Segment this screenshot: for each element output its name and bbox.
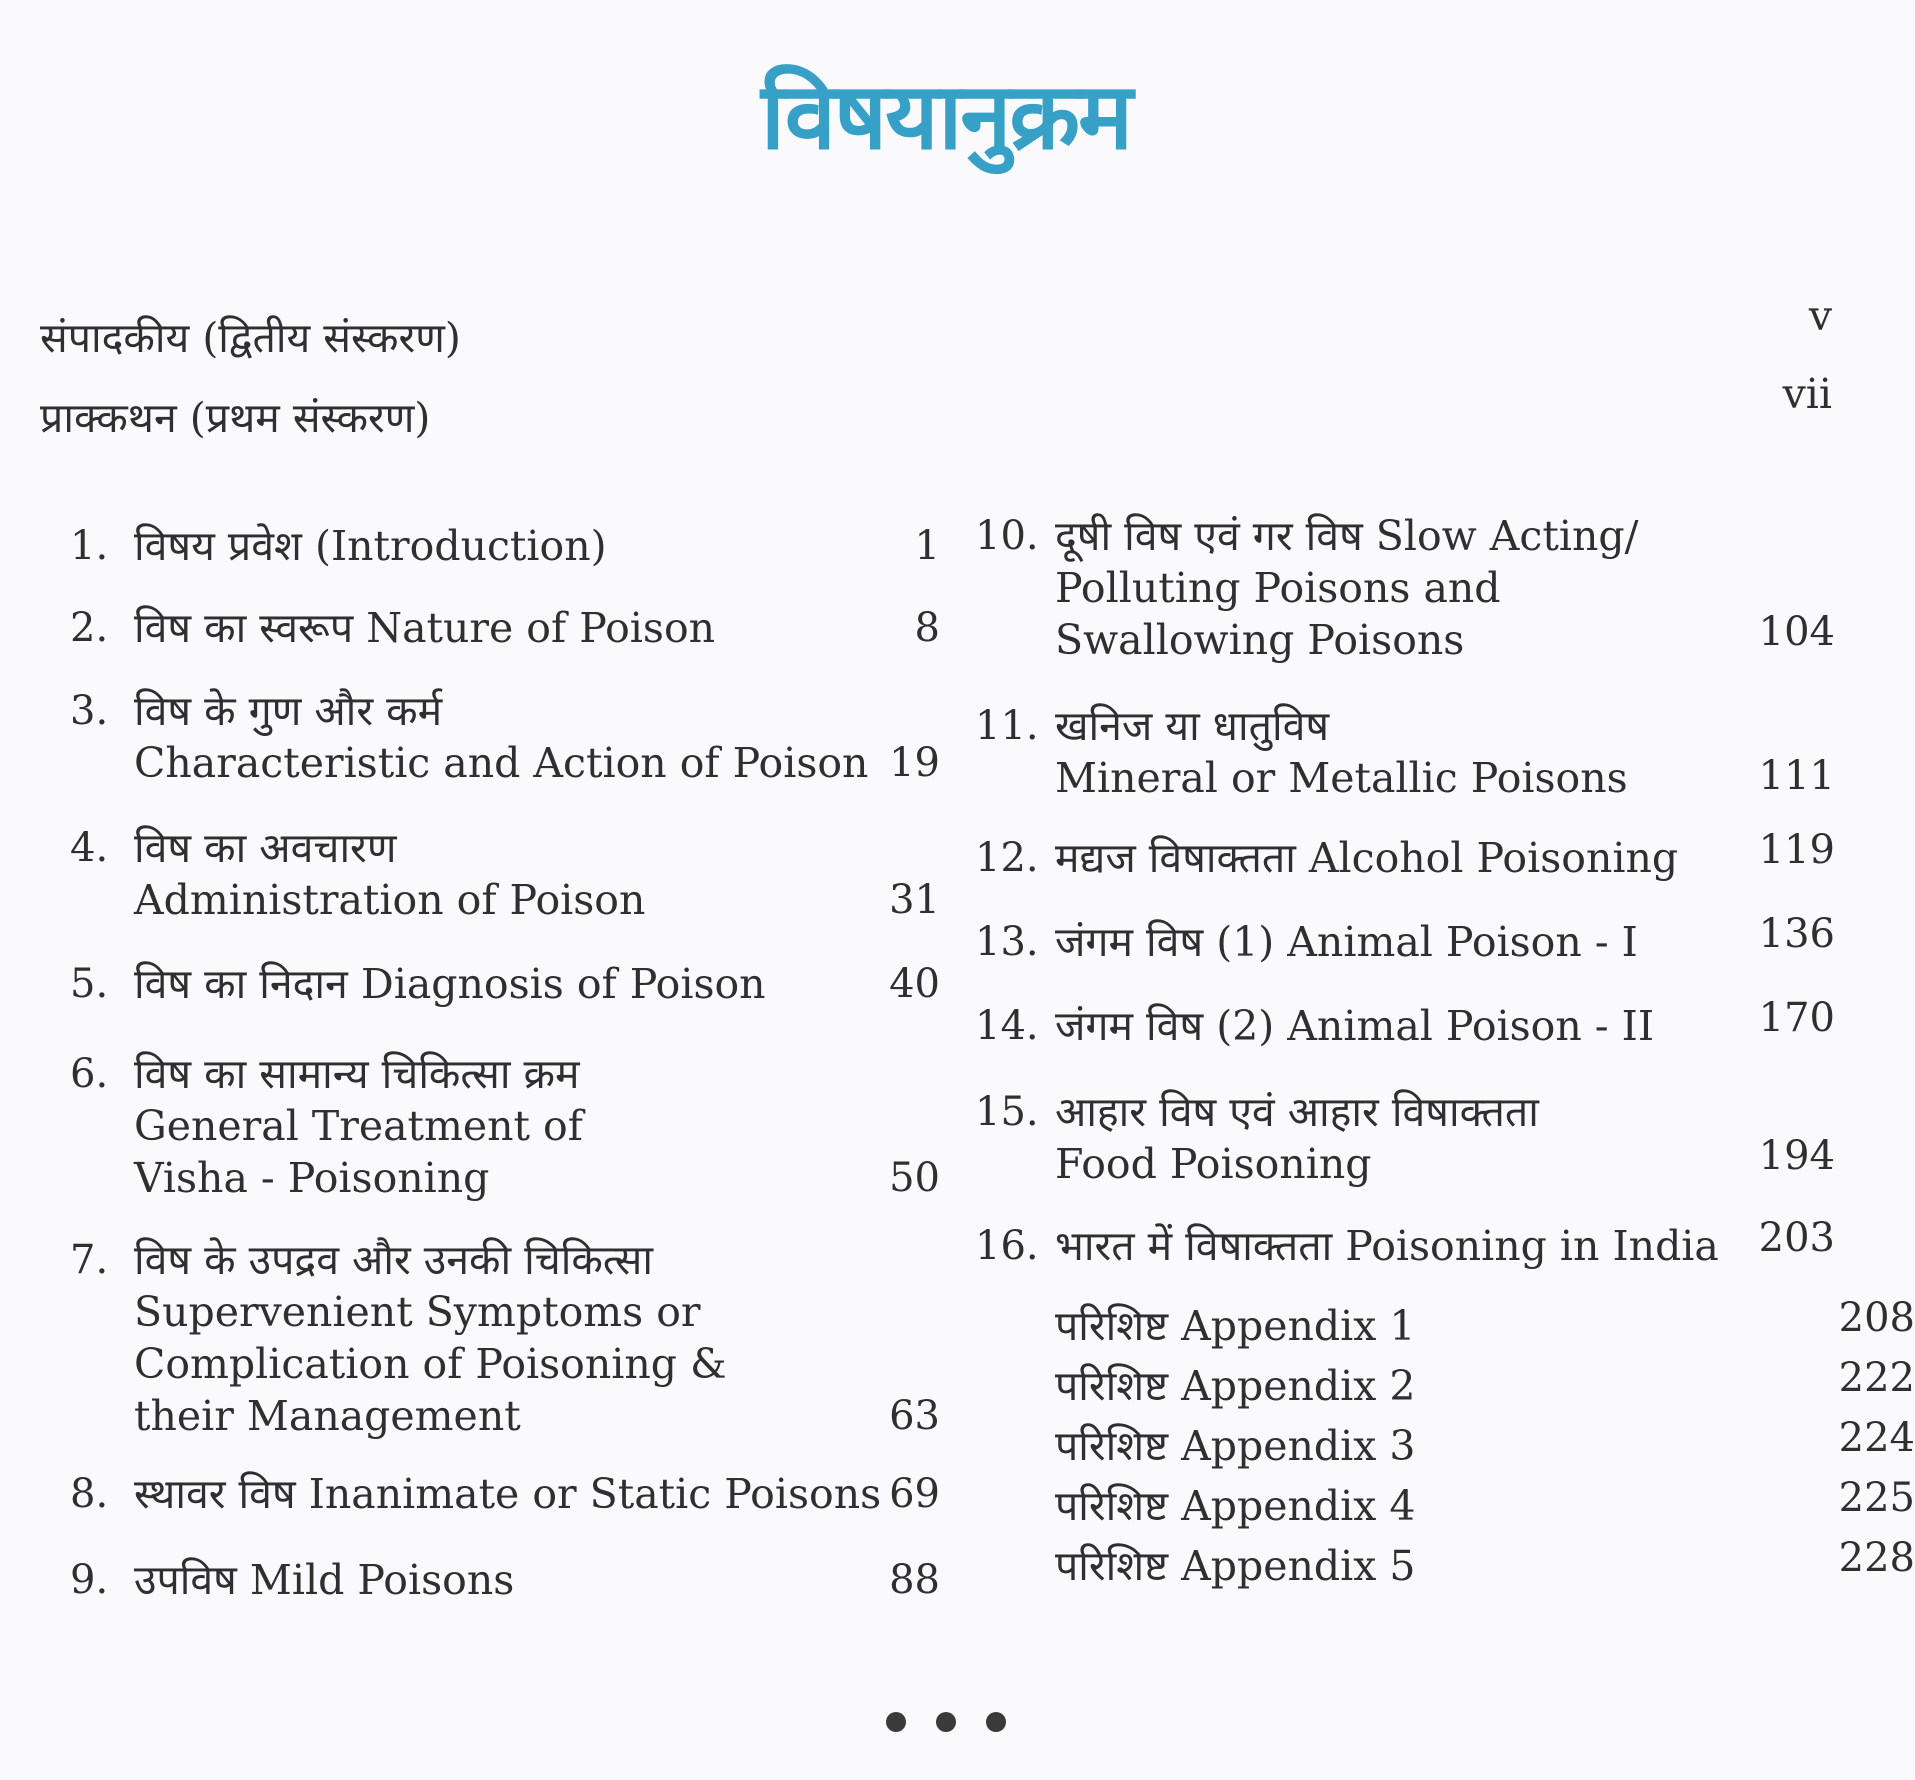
chapter-number: 11. — [975, 703, 1039, 749]
chapter-number: 2. — [70, 605, 109, 651]
appendix-label: परिशिष्ट Appendix 3 — [1055, 1422, 1416, 1470]
chapter-title-line: आहार विष एवं आहार विषाक्तता — [1055, 1088, 1539, 1136]
appendix-page: 225 — [1838, 1475, 1915, 1521]
appendix-entry — [1055, 1535, 1915, 1600]
chapter-number: 3. — [70, 688, 109, 734]
chapter-page: 1 — [914, 523, 940, 569]
preface-label-foreword: प्राक्कथन (प्रथम संस्करण) — [40, 394, 431, 442]
chapter-page: 170 — [1758, 995, 1835, 1041]
appendix-page: 222 — [1838, 1355, 1915, 1401]
chapter-page: 119 — [1758, 827, 1835, 873]
chapter-title-line: विष के उपद्रव और उनकी चिकित्सा — [134, 1236, 653, 1284]
chapter-title-line: खनिज या धातुविष — [1055, 702, 1330, 750]
chapter-title-line: उपविष Mild Poisons — [134, 1556, 515, 1604]
chapter-title-line: विषय प्रवेश (Introduction) — [134, 522, 607, 570]
chapter-number: 5. — [70, 961, 109, 1007]
appendix-entry — [1055, 1475, 1915, 1540]
chapter-page: 203 — [1758, 1215, 1835, 1261]
appendix-label: परिशिष्ट Appendix 1 — [1055, 1302, 1416, 1350]
chapter-title-line: विष के गुण और कर्म — [134, 687, 443, 735]
chapter-title-line: विष का निदान Diagnosis of Poison — [134, 960, 766, 1008]
ornament-dot — [936, 1712, 956, 1732]
appendix-page: 228 — [1838, 1535, 1915, 1581]
chapter-page: 50 — [889, 1155, 940, 1201]
chapter-title-line: स्थावर विष Inanimate or Static Poisons — [134, 1470, 882, 1518]
chapter-title-line: Administration of Poison — [134, 876, 646, 924]
chapter-title-line: दूषी विष एवं गर विष Slow Acting/ — [1055, 512, 1639, 560]
chapter-number: 16. — [975, 1223, 1039, 1269]
chapter-number: 8. — [70, 1471, 109, 1517]
chapter-title-line: विष का सामान्य चिकित्सा क्रम — [134, 1050, 580, 1098]
chapter-number: 1. — [70, 523, 109, 569]
chapter-number: 13. — [975, 919, 1039, 965]
ornament-dot — [986, 1712, 1006, 1732]
chapter-page: 40 — [889, 961, 940, 1007]
chapter-number: 7. — [70, 1237, 109, 1283]
chapter-number: 14. — [975, 1003, 1039, 1049]
preface-label-editorial: संपादकीय (द्वितीय संस्करण) — [40, 314, 461, 362]
appendix-label: परिशिष्ट Appendix 4 — [1055, 1482, 1416, 1530]
appendix-page: 208 — [1838, 1295, 1915, 1341]
chapter-page: 63 — [889, 1393, 940, 1439]
chapter-title-line: their Management — [134, 1392, 521, 1440]
chapter-title-line: जंगम विष (1) Animal Poison - I — [1055, 918, 1638, 966]
chapter-title-line: जंगम विष (2) Animal Poison - II — [1055, 1002, 1655, 1050]
chapter-number: 9. — [70, 1557, 109, 1603]
chapter-page: 88 — [889, 1557, 940, 1603]
chapter-page: 136 — [1758, 911, 1835, 957]
chapter-number: 10. — [975, 513, 1039, 559]
chapter-title-line: Food Poisoning — [1055, 1140, 1372, 1188]
ornament-dot — [886, 1712, 906, 1732]
chapter-page: 8 — [914, 605, 940, 651]
chapter-title-line: Characteristic and Action of Poison — [134, 739, 869, 787]
appendix-label: परिशिष्ट Appendix 5 — [1055, 1542, 1416, 1590]
chapter-page: 31 — [889, 877, 940, 923]
appendix-entry — [1055, 1415, 1915, 1480]
chapter-page: 194 — [1758, 1133, 1835, 1179]
chapter-number: 15. — [975, 1089, 1039, 1135]
appendix-entry — [1055, 1295, 1915, 1360]
appendix-page: 224 — [1838, 1415, 1915, 1461]
chapter-title-line: विष का अवचारण — [134, 824, 397, 872]
chapter-title-line: मद्यज विषाक्तता Alcohol Poisoning — [1055, 834, 1679, 882]
chapter-title-line: Supervenient Symptoms or — [134, 1288, 701, 1336]
appendix-label: परिशिष्ट Appendix 2 — [1055, 1362, 1416, 1410]
chapter-number: 6. — [70, 1051, 109, 1097]
preface-page-editorial: v — [1808, 292, 1832, 340]
chapter-title-line: Mineral or Metallic Poisons — [1055, 754, 1628, 802]
chapter-page: 104 — [1758, 609, 1835, 655]
preface-page-foreword: vii — [1782, 370, 1832, 418]
chapter-title-line: विष का स्वरूप Nature of Poison — [134, 604, 716, 652]
chapter-title-line: Swallowing Poisons — [1055, 616, 1465, 664]
chapter-title-line: Complication of Poisoning & — [134, 1340, 727, 1388]
chapter-title-line: Visha - Poisoning — [134, 1154, 490, 1202]
chapter-page: 69 — [889, 1471, 940, 1517]
chapter-number: 12. — [975, 835, 1039, 881]
chapter-page: 19 — [889, 740, 940, 786]
chapter-number: 4. — [70, 825, 109, 871]
chapter-title-line: भारत में विषाक्तता Poisoning in India — [1055, 1222, 1719, 1270]
chapter-title-line: General Treatment of — [134, 1102, 583, 1150]
ornament-dots — [0, 1712, 1892, 1736]
appendix-entry — [1055, 1355, 1915, 1420]
page-title: विषयानुक्रम — [760, 63, 1132, 170]
chapter-title-line: Polluting Poisons and — [1055, 564, 1501, 612]
chapter-page: 111 — [1758, 753, 1835, 799]
